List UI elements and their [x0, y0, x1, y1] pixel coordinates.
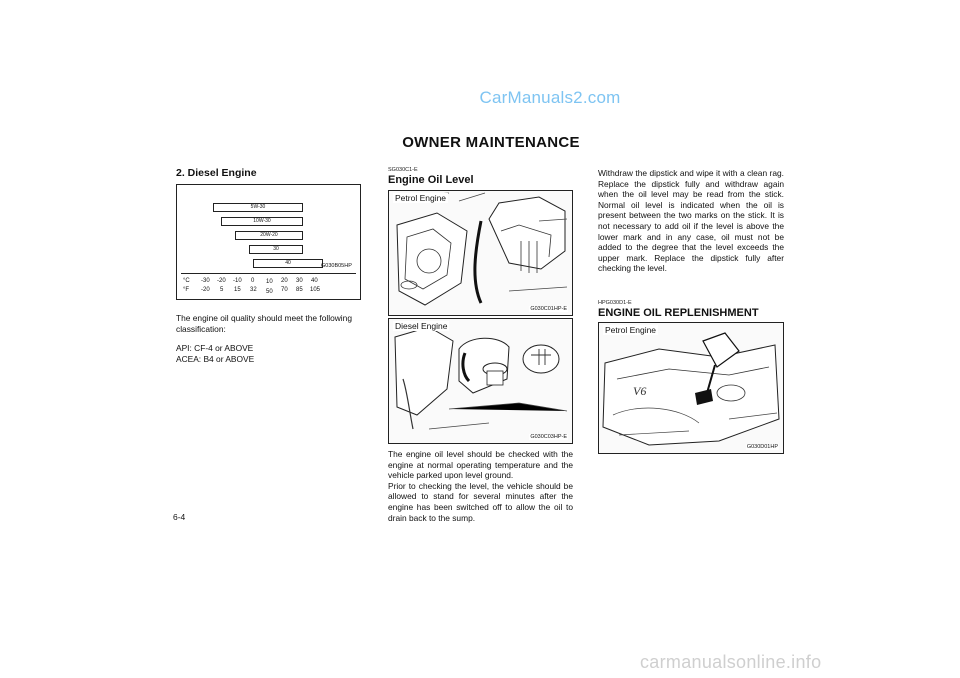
fahrenheit-tick: 85 — [296, 287, 303, 293]
fahrenheit-tick: 105 — [310, 287, 321, 293]
photo-diesel-engine-dipstick — [388, 318, 573, 444]
celsius-tick: 10 — [266, 279, 273, 285]
photo2-label: Diesel Engine — [395, 321, 448, 331]
dipstick-instructions-text: Withdraw the dipstick and wipe it with a clean rag. Replace the dipstick fully and withdraw again when the oil level may be read from the stick. Normal oil level is indicated when the oil is present between the two marks on the stick. It is not necessary to add oil if the level is above the lower mark and in any case, oil must not be added to the degree that the level exceeds the upper mark. Replace the dipstick fully after checking the level. — [598, 168, 784, 274]
oil-grade-bar-10w30: 10W-30 — [221, 217, 303, 226]
photo-petrol-engine-dipstick — [388, 190, 573, 316]
fahrenheit-tick: 70 — [281, 287, 288, 293]
diesel-engine-illustration — [389, 319, 572, 443]
watermark-carmanuals2: CarManuals2.com — [479, 88, 621, 107]
api-classification: API: CF-4 or ABOVE — [176, 343, 254, 353]
oil-grade-bar-40: 40 — [253, 259, 323, 268]
oil-chart-code: G030B05HP — [321, 263, 352, 269]
section-title-diesel: 2. Diesel Engine — [176, 167, 257, 179]
svg-text:V6: V6 — [633, 384, 647, 398]
oil-viscosity-chart — [176, 184, 361, 300]
page-header-title: OWNER MAINTENANCE — [402, 134, 580, 151]
oil-level-paragraph-1: The engine oil level should be checked with the engine at normal operating temperature and the vehicle parked upon level ground. — [388, 449, 573, 481]
photo3-label: Petrol Engine — [605, 325, 657, 335]
celsius-tick: 40 — [311, 278, 318, 284]
photo2-code: G030C03HP-E — [530, 434, 567, 440]
section-code-replenishment: HPG030D1-E — [598, 300, 632, 306]
celsius-tick: -10 — [233, 278, 242, 284]
temperature-axis — [181, 273, 356, 274]
celsius-tick: -20 — [217, 278, 226, 284]
fahrenheit-tick: -20 — [201, 287, 210, 293]
celsius-unit: °C — [183, 278, 190, 284]
oil-quality-text: The engine oil quality should meet the following classification: — [176, 313, 352, 334]
petrol-engine-illustration — [389, 191, 572, 315]
oil-grade-bar-30: 30 — [249, 245, 303, 254]
oil-grade-bar-20w20: 20W-20 — [235, 231, 303, 240]
fahrenheit-tick: 15 — [234, 287, 241, 293]
photo1-code: G030C01HP-E — [530, 306, 567, 312]
celsius-tick: 0 — [251, 278, 255, 284]
fahrenheit-tick: 32 — [250, 287, 257, 293]
oil-level-paragraph-2: Prior to checking the level, the vehicle should be allowed to stand for several minutes after the engine has been switched off to allow the oil to drain back to the sump. — [388, 480, 573, 523]
heading-engine-oil-level: Engine Oil Level — [388, 174, 474, 186]
acea-classification: ACEA: B4 or ABOVE — [176, 354, 255, 364]
photo1-label: Petrol Engine — [395, 193, 447, 203]
photo-oil-replenishment — [598, 322, 784, 454]
heading-engine-oil-replenishment: ENGINE OIL REPLENISHMENT — [598, 307, 759, 319]
watermark-carmanualsonline: carmanualsonline.info — [640, 652, 822, 672]
photo3-code: G030D01HP — [746, 444, 778, 450]
fahrenheit-unit: °F — [183, 287, 190, 293]
page-number: 6-4 — [173, 512, 186, 522]
celsius-tick: -30 — [201, 278, 210, 284]
oil-filling-illustration — [599, 323, 783, 453]
celsius-tick: 30 — [296, 278, 303, 284]
fahrenheit-tick: 50 — [266, 289, 273, 295]
fahrenheit-tick: 5 — [220, 287, 224, 293]
section-code-oil-level: SG030C1-E — [388, 167, 418, 173]
celsius-tick: 20 — [281, 278, 288, 284]
oil-grade-bar-5w30: 5W-30 — [213, 203, 303, 212]
oil-level-body-text — [388, 449, 573, 523]
